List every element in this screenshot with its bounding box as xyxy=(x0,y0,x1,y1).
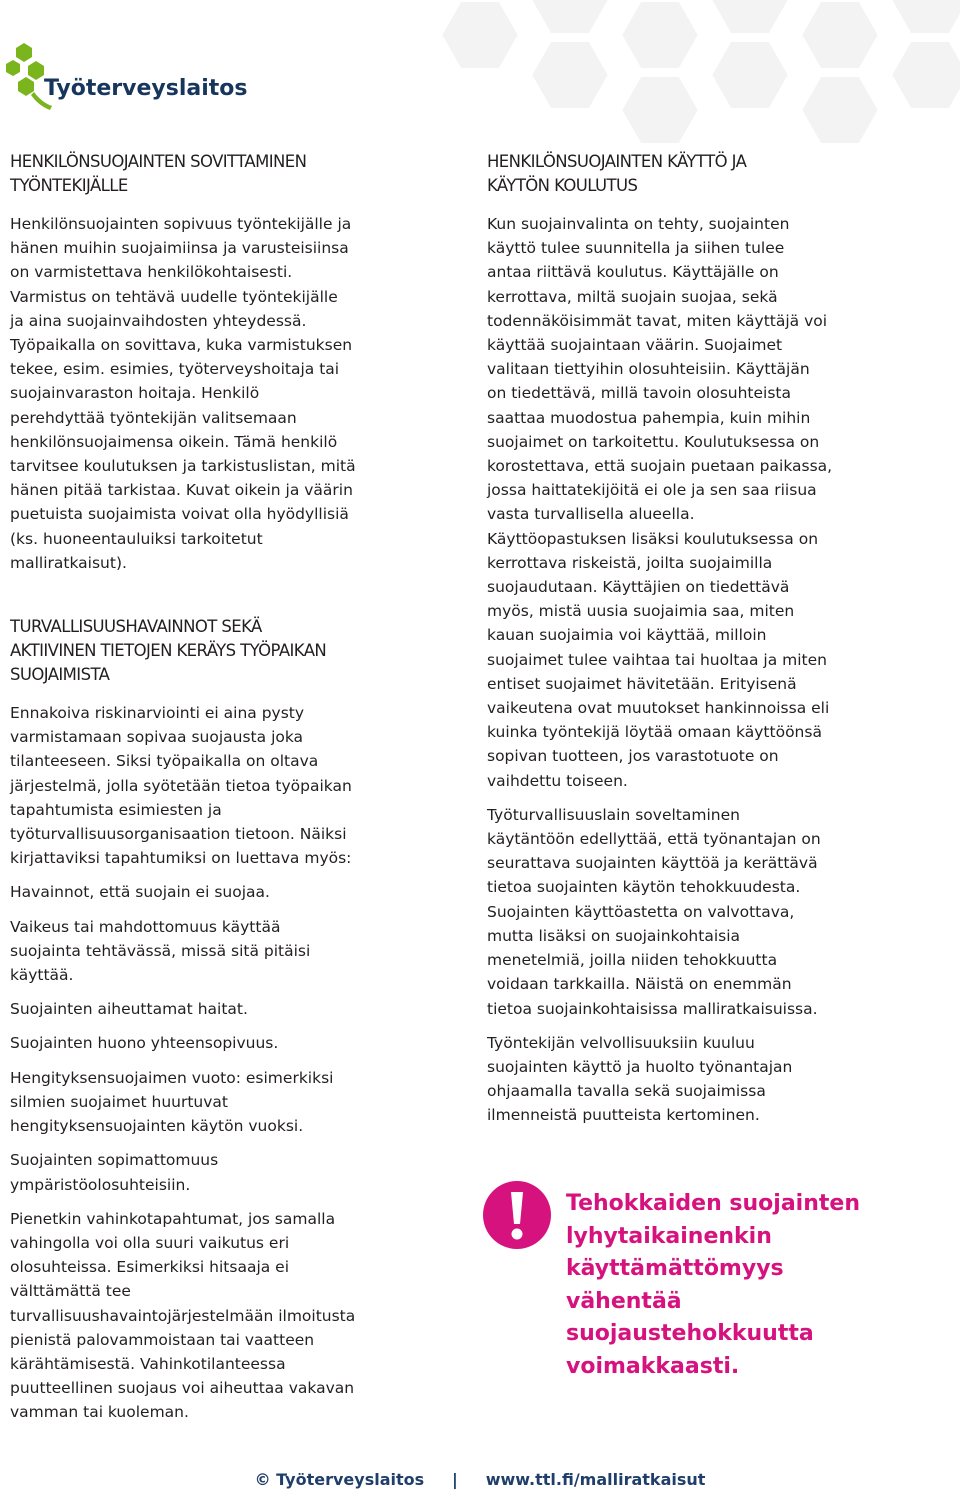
footer-text: © Työterveyslaitos | www.ttl.fi/malliratkaisut xyxy=(254,1470,706,1489)
left-column xyxy=(10,150,405,1435)
exclamation-warning-icon xyxy=(482,1180,552,1250)
logo-wordmark: Työterveyslaitos xyxy=(44,76,248,101)
list-item: Vaikeus tai mahdottomuus käyttää suojainta tehtävässä, missä sitä pitäisi käyttää. xyxy=(10,917,311,985)
hexagon-background-pattern xyxy=(440,0,960,150)
list-item: Havainnot, että suojain ei suojaa. xyxy=(10,883,270,902)
paragraph-monitoring: Työturvallisuuslain soveltaminen käytäntöön edellyttää, että työnantajan on seurattava suojainten käyttöä ja kerättävä tietoa suojainten käytön tehokkuudesta. Suojainten käyttöastetta on valvottava, mutta lisäksi on suojainkohtaisia menetelmiä, joilla niiden tehokkuutta voidaan tarkkailla. Näistä on enemmän tietoa suojainkohtaisissa malliratkaisuissa. xyxy=(487,805,821,1018)
paragraph-fitting: Henkilönsuojainten sopivuus työntekijälle ja hänen muihin suojaimiinsa ja varusteisiinsa on varmistettava henkilökohtaisesti. Varmistus on tehtävä uudelle työntekijälle ja aina suojainvaihdosten yhteydessä. Työpaikalla on sovittava, kuka varmistuksen tekee, esim. esimies, työterveyshoitaja tai suojainvaraston hoitaja. Henkilö perehdyttää työntekijän valitsemaan henkilönsuojaimensa oikein. Tämä henkilö tarvitsee koulutuksen ja tarkistuslistan, mitä hänen pitää tarkistaa. Kuvat oikein ja väärin puetuista suojaimista voivat olla hyödyllisiä (ks. huoneentauluiksi tarkoitetut malliratkaisut). xyxy=(10,215,356,572)
list-item: Suojainten aiheuttamat haitat. xyxy=(10,1000,248,1019)
section-heading-fitting: HENKILÖNSUOJAINTEN SOVITTAMINEN TYÖNTEKIJÄLLE xyxy=(10,152,307,195)
paragraph-duties: Työntekijän velvollisuuksiin kuuluu suojainten käyttö ja huolto työnantajan ohjaamalla tavalla sekä suojaimissa ilmenneistä puutteista kertominen. xyxy=(487,1033,793,1125)
section-heading-use-training: HENKILÖNSUOJAINTEN KÄYTTÖ JA KÄYTÖN KOULUTUS xyxy=(487,152,747,195)
right-column xyxy=(487,150,897,1138)
list-item: Hengityksensuojaimen vuoto: esimerkiksi silmien suojaimet huurtuvat hengityksensuojainten käytön vuoksi. xyxy=(10,1068,334,1136)
list-item: Suojainten sopimattomuus ympäristöolosuhteisiin. xyxy=(10,1151,219,1194)
paragraph-safety-intro: Ennakoiva riskinarviointi ei aina pysty varmistamaan sopivaa suojausta joka tilanteeseen. Siksi työpaikalla on oltava järjestelmä, jolla syötetään tietoa työpaikan tapahtumista esimiesten ja työturvallisuusorganisaation tietoon. Näiksi kirjattaviksi tapahtumiksi on luettava myös: xyxy=(10,704,352,868)
list-item: Suojainten huono yhteensopivuus. xyxy=(10,1034,279,1053)
paragraph-training: Kun suojainvalinta on tehty, suojainten käyttö tulee suunnitella ja siihen tulee antaa riittävä koulutus. Käyttäjälle on kerrottava, miltä suojain suojaa, sekä todennäköisimmät tavat, miten käyttäjä voi käyttää suojaintaan väärin. Suojaimet valitaan tiettyihin olosuhteisiin. Käyttäjän on tiedettävä, millä tavoin olosuhteista saattaa muodostua pahempia, kuin mihin suojaimet on tarkoitettu. Koulutuksessa on korostettava, että suojain puetaan paikassa, jossa haittatekijöitä ei ole ja sen saa riisua vasta turvallisella alueella. Käyttöopastuksen lisäksi koulutuksessa on kerrottava riskeistä, joilta suojaimilla suojaudutaan. Käyttäjien on tiedettävä myös, mistä uusia suojaimia saa, miten kauan suojaimia voi käyttää, milloin suojaimet tulee vaihtaa tai huoltaa ja miten entiset suojaimet hävitetään. Erityisenä vaikeutena ovat muutokset hankinnoissa eli kuinka työntekijä löytää omaan käyttöönsä sopivan tuotteen, jos varastotuote on vaihdettu toiseen. xyxy=(487,215,833,790)
highlight-callout: Tehokkaiden suojainten lyhytaikainenkin käyttämättömyys vähentää suojaustehokkuutta voimakkaasti. xyxy=(566,1191,860,1379)
list-item: Pienetkin vahinkotapahtumat, jos samalla vahingolla voi olla suuri vaikutus eri olosuhteissa. Esimerkiksi hitsaaja ei välttämättä tee turvallisuushavaintojärjestelmään ilmoitusta pienistä palovammoistaan tai vaatteen kärähtämisestä. Vahinkotilanteessa puutteellinen suojaus voi aiheuttaa vakavan vamman tai kuoleman. xyxy=(10,1209,356,1422)
section-heading-safety-observations: TURVALLISUUSHAVAINNOT SEKÄ AKTIIVINEN TIETOJEN KERÄYS TYÖPAIKAN SUOJAIMISTA xyxy=(10,617,327,685)
section-gap xyxy=(10,585,405,615)
